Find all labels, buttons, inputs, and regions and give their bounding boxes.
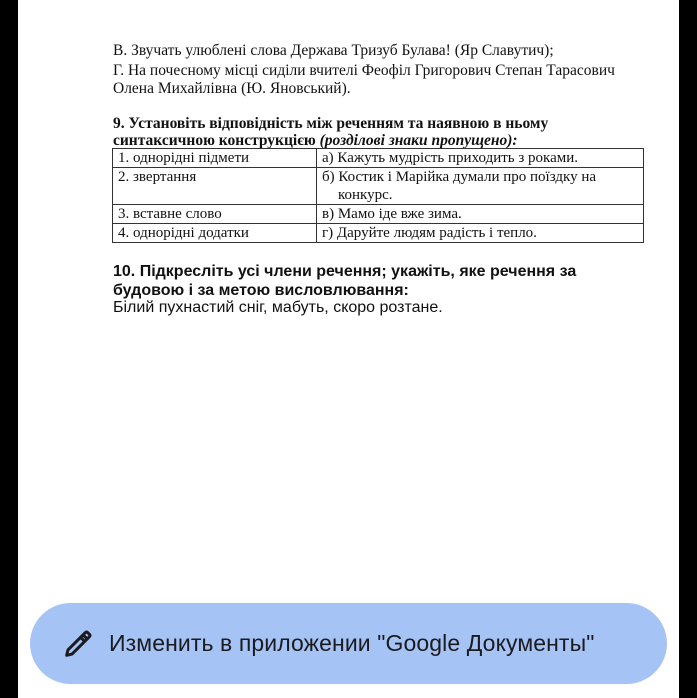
pencil-icon bbox=[61, 627, 95, 661]
table-cell-right-line2: конкурс. bbox=[338, 187, 393, 203]
table-cell-right: г) Даруйте людям радість і тепло. bbox=[317, 224, 644, 243]
table-cell-right: а) Кажуть мудрість приходить з роками. bbox=[317, 149, 644, 168]
question-10-title-line1: 10. Підкресліть усі члени речення; укажіть, яке речення за bbox=[113, 263, 577, 280]
table-row bbox=[113, 224, 644, 243]
edit-button-label: Изменить в приложении "Google Документы" bbox=[109, 630, 595, 656]
question-10-title bbox=[113, 262, 576, 300]
table-cell-right bbox=[317, 168, 644, 205]
document-page bbox=[18, 0, 679, 698]
question-9-title: 9. Установіть відповідність між реченням та наявною в ньому bbox=[113, 115, 549, 132]
table-row bbox=[113, 149, 644, 168]
edit-in-google-docs-button[interactable] bbox=[30, 603, 667, 684]
table-cell-right: в) Мамо іде вже зима. bbox=[317, 205, 644, 224]
text-line-v: В. Звучать улюблені слова Держава Тризуб Булава! (Яр Славутич); bbox=[113, 42, 554, 59]
table-cell-right-line1: б) Костик і Марійка думали про поїздку на bbox=[322, 169, 597, 185]
question-9-subtitle-italic: (розділові знаки пропущено): bbox=[319, 132, 518, 149]
table-row bbox=[113, 168, 644, 205]
text-line-h: Г. На почесному місці сиділи вчителі Феофіл Григорович Степан Тарасович bbox=[113, 62, 615, 79]
table-cell-left: 3. вставне слово bbox=[113, 205, 317, 224]
text-line-h-cont: Олена Михайлівна (Ю. Яновський). bbox=[113, 80, 351, 97]
question-10-sentence: Білий пухнастий сніг, мабуть, скоро розтане. bbox=[113, 299, 443, 316]
question-9-subtitle-bold: синтаксичною конструкцією bbox=[113, 132, 320, 149]
table-cell-left: 1. однорідні підмети bbox=[113, 149, 317, 168]
table-cell-left: 2. звертання bbox=[113, 168, 317, 205]
matching-table bbox=[112, 148, 644, 243]
table-row bbox=[113, 205, 644, 224]
table-cell-left: 4. однорідні додатки bbox=[113, 224, 317, 243]
question-10-title-line2: будовою і за метою висловлювання: bbox=[113, 282, 409, 299]
